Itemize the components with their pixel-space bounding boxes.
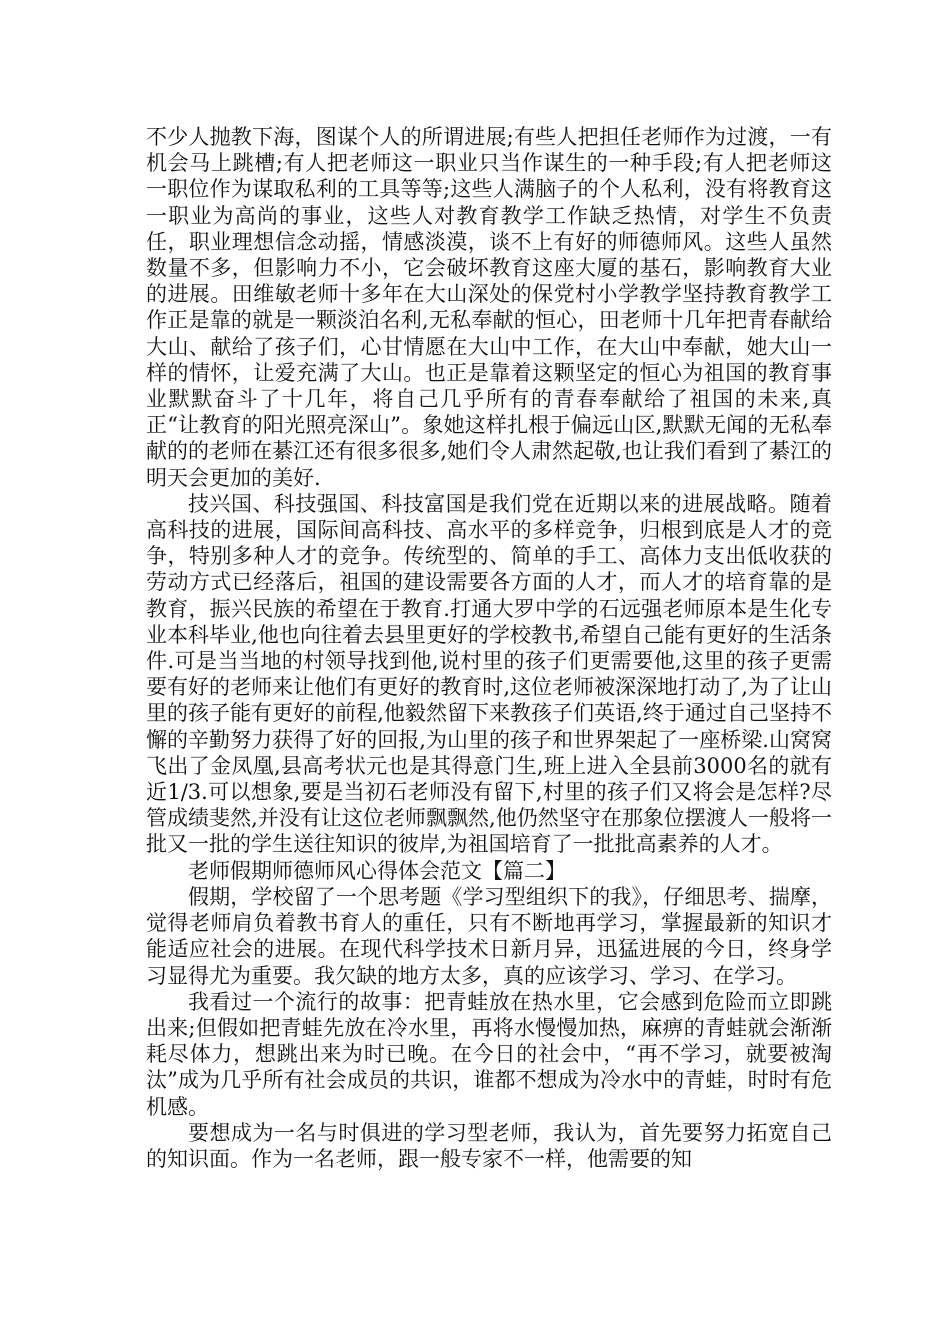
paragraph-3: 假期，学校留了一个思考题《学习型组织下的我》，仔细思考、揣摩，觉得老师肩负着教书育人的重任，只有不断地再学习，掌握最新的知识才能适应社会的进展。在现代科学技术日新月异，迅猛进展的今日，终身学习显得尤为重要。我欠缺的地方太多，真的应该学习、学习、在学习。 [146, 884, 832, 988]
section-heading: 老师假期师德师风心得体会范文【篇二】 [188, 858, 566, 883]
document-body [146, 124, 832, 1172]
paragraph-4: 我看过一个流行的故事：把青蛙放在热水里，它会感到危险而立即跳出来;但假如把青蛙先放在冷水里，再将水慢慢加热，麻痹的青蛙就会渐渐耗尽体力，想跳出来为时已晚。在今日的社会中，“再不学习，就要被淘汰”成为几乎所有社会成员的共识，谁都不想成为冷水中的青蛙，时时有危机感。 [146, 989, 832, 1119]
paragraph-1: 不少人抛教下海，图谋个人的所谓进展;有些人把担任老师作为过渡，一有机会马上跳槽;有人把老师这一职业只当作谋生的一种手段;有人把老师这一职位作为谋取私利的工具等等;这些人满脑子的个人私利，没有将教育这一职业为高尚的事业，这些人对教育教学工作缺乏热情，对学生不负责任，职业理想信念动摇，情感淡漠，谈不上有好的师德师风。这些人虽然数量不多，但影响力不小，它会破坏教育这座大厦的基石，影响教育大业的进展。田维敏老师十多年在大山深处的保党村小学教学坚持教育教学工作正是靠的就是一颗淡泊名利,无私奉献的恒心，田老师十几年把青春献给大山、献给了孩子们，心甘情愿在大山中工作，在大山中奉献，她大山一样的情怀，让爱充满了大山。也正是靠着这颗坚定的恒心为祖国的教育事业默默奋斗了十几年，将自己几乎所有的青春奉献给了祖国的未来,真正“让教育的阳光照亮深山”。象她这样扎根于偏远山区,默默无闻的无私奉献的的老师在綦江还有很多很多,她们令人肃然起敬,也让我们看到了綦江的明天会更加的美好. [146, 125, 832, 490]
paragraph-5: 要想成为一名与时俱进的学习型老师，我认为，首先要努力拓宽自己的知识面。作为一名老师，跟一般专家不一样，他需要的知 [146, 1120, 832, 1171]
paragraph-2: 技兴国、科技强国、科技富国是我们党在近期以来的进展战略。随着高科技的进展，国际间高科技、高水平的多样竞争，归根到底是人才的竞争，特别多种人才的竞争。传统型的、简单的手工、高体力支出低收获的劳动方式已经落后，祖国的建设需要各方面的人才，而人才的培育靠的是教育，振兴民族的希望在于教育.打通大罗中学的石远强老师原本是生化专业本科毕业,他也向往着去县里更好的学校教书,希望自己能有更好的生活条件.可是当当地的村领导找到他,说村里的孩子们更需要他,这里的孩子更需要有好的老师来让他们有更好的教育时,这位老师被深深地打动了,为了让山里的孩子能有更好的前程,他毅然留下来教孩子们英语,终于通过自己坚持不懈的辛勤努力获得了好的回报,为山里的孩子和世界架起了一座桥梁.山窝窝飞出了金凤凰,县高考状元也是其得意门生,班上进入全县前3000名的就有近1/3.可以想象,要是当初石老师没有留下,村里的孩子们又将会是怎样?尽管成绩斐然,并没有让这位老师飘飘然,他仍然坚守在那象位摆渡人一般将一批又一批的学生送往知识的彼岸,为祖国培育了一批批高素养的人才。 [146, 491, 832, 857]
